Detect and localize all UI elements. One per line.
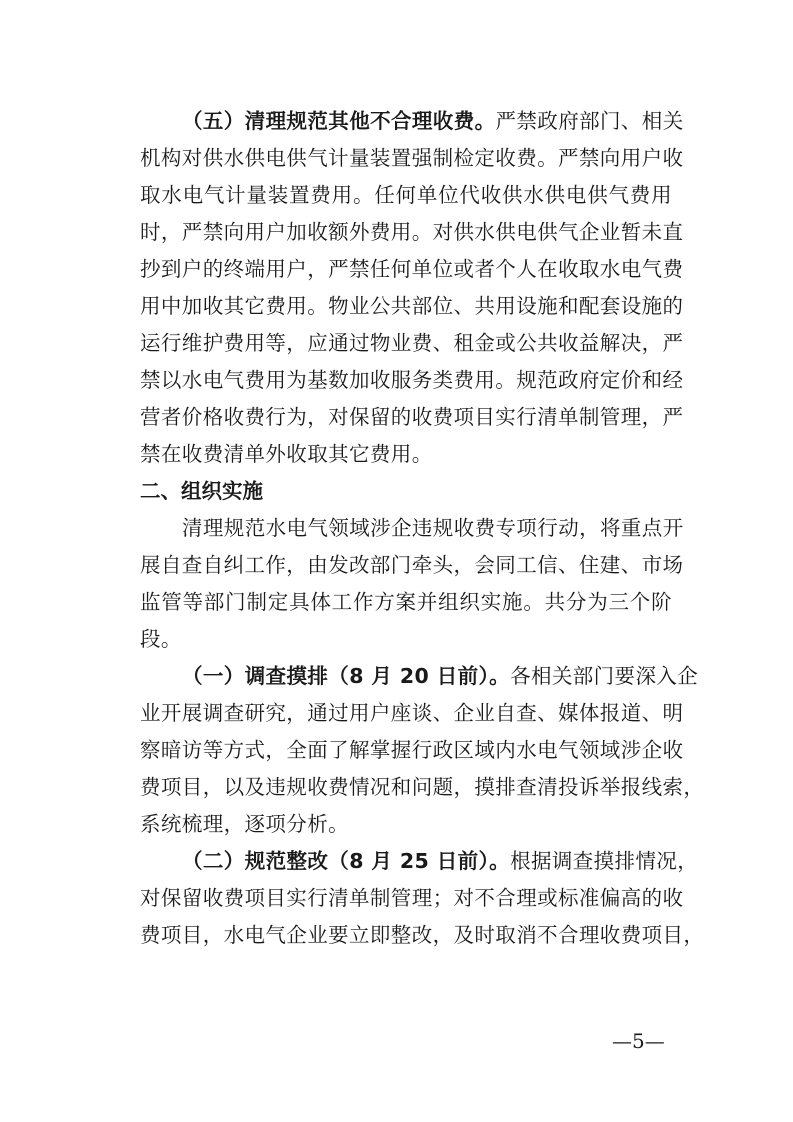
paragraph-line: 费项目，以及违规收费情况和问题，摸排查清投诉举报线索， bbox=[140, 775, 705, 799]
paragraph-line: 抄到户的终端用户，严禁任何单位或者个人在收取水电气费 bbox=[140, 257, 684, 281]
paragraph-line: 展自查自纠工作，由发改部门牵头，会同工信、住建、市场 bbox=[140, 553, 684, 577]
section-heading: 二、组织实施 bbox=[140, 479, 263, 503]
paragraph-line: 运行维护费用等，应通过物业费、租金或公共收益解决，严 bbox=[140, 331, 684, 355]
paragraph-line: 对保留收费项目实行清单制管理；对不合理或标准偏高的收 bbox=[140, 886, 684, 910]
stage-heading: （二）规范整改（8 月 25 日前）。 bbox=[182, 849, 511, 873]
page-number: —5— bbox=[612, 1029, 665, 1053]
paragraph-line: （二）规范整改（8 月 25 日前）。根据调查摸排情况， bbox=[182, 849, 699, 873]
paragraph-line: 监管等部门制定具体工作方案并组织实施。共分为三个阶 bbox=[140, 590, 672, 614]
paragraph-line: 用中加收其它费用。物业公共部位、共用设施和配套设施的 bbox=[140, 294, 684, 318]
paragraph-line: 段。 bbox=[140, 627, 182, 651]
paragraph-line: 费项目，水电气企业要立即整改，及时取消不合理收费项目， bbox=[140, 923, 705, 947]
paragraph-line: 察暗访等方式，全面了解掌握行政区域内水电气领域涉企收 bbox=[140, 738, 684, 762]
paragraph-line: 清理规范水电气领域涉企违规收费专项行动，将重点开 bbox=[182, 516, 684, 540]
body-text bbox=[140, 103, 705, 954]
paragraph-line: 取水电气计量装置费用。任何单位代收供水供电供气费用 bbox=[140, 183, 672, 207]
paragraph-line: 系统梳理，逐项分析。 bbox=[140, 812, 349, 836]
paragraph-line: 禁以水电气费用为基数加收服务类费用。规范政府定价和经 bbox=[140, 368, 684, 392]
paragraph-line: 机构对供水供电供气计量装置强制检定收费。严禁向用户收 bbox=[140, 146, 684, 170]
paragraph-line: 营者价格收费行为，对保留的收费项目实行清单制管理，严 bbox=[140, 405, 684, 429]
paragraph-line: 禁在收费清单外收取其它费用。 bbox=[140, 442, 433, 466]
stage-heading: （一）调查摸排（8 月 20 日前）。 bbox=[182, 664, 511, 688]
paragraph-line: （五）清理规范其他不合理收费。严禁政府部门、相关 bbox=[182, 109, 684, 133]
paragraph-line: 时，严禁向用户加收额外费用。对供水供电供气企业暂未直 bbox=[140, 220, 684, 244]
section-heading: （五）清理规范其他不合理收费。 bbox=[182, 109, 496, 133]
paragraph-line: 业开展调查研究，通过用户座谈、企业自查、媒体报道、明 bbox=[140, 701, 684, 725]
paragraph-line: （一）调查摸排（8 月 20 日前）。各相关部门要深入企 bbox=[182, 664, 699, 688]
